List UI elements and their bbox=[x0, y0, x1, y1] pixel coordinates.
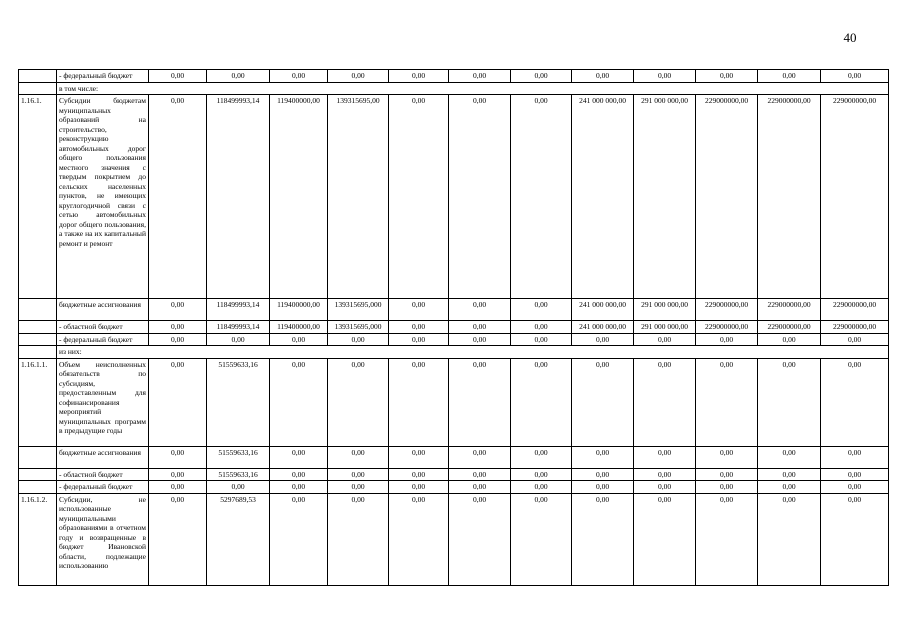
cell-value: 229000000,00 bbox=[758, 321, 821, 334]
cell-value: 229000000,00 bbox=[758, 95, 821, 299]
table-row-item bbox=[19, 95, 889, 299]
cell-value: 0,00 bbox=[572, 446, 634, 468]
table-row bbox=[19, 321, 889, 334]
row-code bbox=[19, 82, 57, 95]
cell-value: 0,00 bbox=[634, 481, 696, 494]
cell-value: 0,00 bbox=[511, 299, 572, 321]
cell-value: 0,00 bbox=[389, 468, 449, 481]
table-row bbox=[19, 468, 889, 481]
row-name: - областной бюджет bbox=[57, 321, 149, 334]
cell-value: 0,00 bbox=[270, 468, 328, 481]
cell-value: 0,00 bbox=[449, 481, 511, 494]
cell-value: 0,00 bbox=[389, 95, 449, 299]
cell-value: 0,00 bbox=[389, 446, 449, 468]
cell-value: 0,00 bbox=[207, 333, 270, 346]
cell-value: 0,00 bbox=[758, 70, 821, 83]
cell-value: 0,00 bbox=[821, 468, 889, 481]
cell-value: 0,00 bbox=[511, 321, 572, 334]
row-name: в том числе: bbox=[57, 82, 889, 95]
cell-value: 229000000,00 bbox=[696, 95, 758, 299]
cell-value: 0,00 bbox=[449, 358, 511, 446]
cell-value: 0,00 bbox=[270, 493, 328, 585]
row-code bbox=[19, 333, 57, 346]
cell-value: 0,00 bbox=[328, 493, 389, 585]
cell-value: 0,00 bbox=[149, 481, 207, 494]
cell-value: 0,00 bbox=[270, 481, 328, 494]
row-code: 1.16.1. bbox=[19, 95, 57, 299]
row-name: из них: bbox=[57, 346, 889, 359]
cell-value: 229000000,00 bbox=[821, 95, 889, 299]
cell-value: 0,00 bbox=[821, 358, 889, 446]
cell-value: 0,00 bbox=[389, 321, 449, 334]
cell-value: 0,00 bbox=[449, 95, 511, 299]
cell-value: 139315695,00 bbox=[328, 95, 389, 299]
row-name: - федеральный бюджет bbox=[57, 481, 149, 494]
table-row-item bbox=[19, 493, 889, 585]
row-code bbox=[19, 299, 57, 321]
cell-value: 0,00 bbox=[149, 468, 207, 481]
cell-value: 0,00 bbox=[270, 358, 328, 446]
cell-value: 139315695,000 bbox=[328, 299, 389, 321]
cell-value: 0,00 bbox=[821, 481, 889, 494]
cell-value: 0,00 bbox=[696, 481, 758, 494]
cell-value: 0,00 bbox=[696, 333, 758, 346]
row-code: 1.16.1.1. bbox=[19, 358, 57, 446]
cell-value: 0,00 bbox=[328, 446, 389, 468]
budget-table bbox=[18, 69, 889, 586]
cell-value: 0,00 bbox=[270, 446, 328, 468]
row-name: Объем неисполненных обязательств по субсидиям, предоставленным для софинансирования мероприятий муниципальных программ в предыдущие годы bbox=[57, 358, 149, 446]
cell-value: 0,00 bbox=[511, 446, 572, 468]
row-code bbox=[19, 346, 57, 359]
cell-value: 0,00 bbox=[634, 358, 696, 446]
cell-value: 118499993,14 bbox=[207, 95, 270, 299]
cell-value: 0,00 bbox=[696, 493, 758, 585]
cell-value: 0,00 bbox=[696, 70, 758, 83]
cell-value: 241 000 000,00 bbox=[572, 95, 634, 299]
cell-value: 0,00 bbox=[511, 468, 572, 481]
cell-value: 0,00 bbox=[149, 70, 207, 83]
cell-value: 229000000,00 bbox=[821, 321, 889, 334]
cell-value: 51559633,16 bbox=[207, 358, 270, 446]
cell-value: 0,00 bbox=[449, 70, 511, 83]
row-name: Субсидии, не использованные муниципальными образованиями в отчетном году и возвращенные в бюджет Ивановской области, подлежащие использованию bbox=[57, 493, 149, 585]
cell-value: 0,00 bbox=[821, 446, 889, 468]
cell-value: 0,00 bbox=[758, 493, 821, 585]
cell-value: 229000000,00 bbox=[696, 299, 758, 321]
cell-value: 0,00 bbox=[758, 333, 821, 346]
cell-value: 0,00 bbox=[149, 95, 207, 299]
cell-value: 229000000,00 bbox=[821, 299, 889, 321]
cell-value: 0,00 bbox=[389, 70, 449, 83]
page-number: 40 bbox=[843, 30, 857, 45]
cell-value: 119400000,00 bbox=[270, 95, 328, 299]
cell-value: 0,00 bbox=[328, 70, 389, 83]
cell-value: 51559633,16 bbox=[207, 468, 270, 481]
row-name: бюджетные ассигнования bbox=[57, 446, 149, 468]
cell-value: 118499993,14 bbox=[207, 321, 270, 334]
cell-value: 0,00 bbox=[758, 446, 821, 468]
cell-value: 0,00 bbox=[149, 493, 207, 585]
cell-value: 0,00 bbox=[328, 468, 389, 481]
cell-value: 51559633,16 bbox=[207, 446, 270, 468]
row-code bbox=[19, 70, 57, 83]
cell-value: 119400000,00 bbox=[270, 299, 328, 321]
row-name: - федеральный бюджет bbox=[57, 70, 149, 83]
cell-value: 0,00 bbox=[511, 95, 572, 299]
cell-value: 0,00 bbox=[207, 481, 270, 494]
cell-value: 0,00 bbox=[758, 468, 821, 481]
row-code bbox=[19, 468, 57, 481]
cell-value: 0,00 bbox=[270, 70, 328, 83]
cell-value: 0,00 bbox=[389, 358, 449, 446]
cell-value: 119400000,00 bbox=[270, 321, 328, 334]
cell-value: 0,00 bbox=[149, 358, 207, 446]
row-name: - областной бюджет bbox=[57, 468, 149, 481]
row-code bbox=[19, 321, 57, 334]
cell-value: 229000000,00 bbox=[696, 321, 758, 334]
cell-value: 0,00 bbox=[821, 493, 889, 585]
cell-value: 0,00 bbox=[389, 481, 449, 494]
cell-value: 5297689,53 bbox=[207, 493, 270, 585]
table-row bbox=[19, 333, 889, 346]
cell-value: 0,00 bbox=[449, 493, 511, 585]
cell-value: 0,00 bbox=[511, 493, 572, 585]
cell-value: 0,00 bbox=[634, 493, 696, 585]
table-row bbox=[19, 446, 889, 468]
cell-value: 0,00 bbox=[328, 481, 389, 494]
cell-value: 0,00 bbox=[634, 468, 696, 481]
cell-value: 0,00 bbox=[821, 70, 889, 83]
cell-value: 291 000 000,00 bbox=[634, 299, 696, 321]
cell-value: 0,00 bbox=[572, 70, 634, 83]
table-row-caption bbox=[19, 346, 889, 359]
cell-value: 0,00 bbox=[572, 468, 634, 481]
cell-value: 0,00 bbox=[149, 446, 207, 468]
cell-value: 0,00 bbox=[511, 70, 572, 83]
cell-value: 0,00 bbox=[449, 468, 511, 481]
table-row bbox=[19, 481, 889, 494]
cell-value: 0,00 bbox=[572, 333, 634, 346]
table-row-caption bbox=[19, 82, 889, 95]
cell-value: 0,00 bbox=[758, 481, 821, 494]
cell-value: 0,00 bbox=[449, 446, 511, 468]
cell-value: 0,00 bbox=[821, 333, 889, 346]
cell-value: 118499993,14 bbox=[207, 299, 270, 321]
cell-value: 0,00 bbox=[634, 446, 696, 468]
cell-value: 0,00 bbox=[328, 333, 389, 346]
cell-value: 241 000 000,00 bbox=[572, 321, 634, 334]
cell-value: 0,00 bbox=[389, 333, 449, 346]
cell-value: 139315695,000 bbox=[328, 321, 389, 334]
row-name: бюджетные ассигнования bbox=[57, 299, 149, 321]
cell-value: 0,00 bbox=[572, 481, 634, 494]
cell-value: 0,00 bbox=[634, 70, 696, 83]
cell-value: 0,00 bbox=[511, 358, 572, 446]
table-row bbox=[19, 70, 889, 83]
cell-value: 0,00 bbox=[696, 358, 758, 446]
cell-value: 229000000,00 bbox=[758, 299, 821, 321]
table-row-item bbox=[19, 358, 889, 446]
cell-value: 241 000 000,00 bbox=[572, 299, 634, 321]
cell-value: 0,00 bbox=[758, 358, 821, 446]
cell-value: 0,00 bbox=[696, 446, 758, 468]
row-code bbox=[19, 481, 57, 494]
cell-value: 0,00 bbox=[389, 299, 449, 321]
cell-value: 0,00 bbox=[449, 299, 511, 321]
row-code: 1.16.1.2. bbox=[19, 493, 57, 585]
cell-value: 0,00 bbox=[207, 70, 270, 83]
row-name: - федеральный бюджет bbox=[57, 333, 149, 346]
cell-value: 0,00 bbox=[328, 358, 389, 446]
cell-value: 291 000 000,00 bbox=[634, 95, 696, 299]
row-name: Субсидии бюджетам муниципальных образований на строительство, реконструкцию автомобильных дорог общего пользования местного значения с твердым покрытием до сельских населенных пунктов, не имеющих круглогодичной связи с сетью автомобильных дорог общего пользования, а также на их капитальный ремонт и ремонт bbox=[57, 95, 149, 299]
cell-value: 0,00 bbox=[270, 333, 328, 346]
cell-value: 0,00 bbox=[511, 333, 572, 346]
row-code bbox=[19, 446, 57, 468]
cell-value: 0,00 bbox=[634, 333, 696, 346]
cell-value: 0,00 bbox=[696, 468, 758, 481]
cell-value: 0,00 bbox=[572, 493, 634, 585]
cell-value: 0,00 bbox=[149, 299, 207, 321]
cell-value: 0,00 bbox=[149, 333, 207, 346]
cell-value: 291 000 000,00 bbox=[634, 321, 696, 334]
cell-value: 0,00 bbox=[572, 358, 634, 446]
table-row bbox=[19, 299, 889, 321]
cell-value: 0,00 bbox=[149, 321, 207, 334]
cell-value: 0,00 bbox=[449, 321, 511, 334]
cell-value: 0,00 bbox=[449, 333, 511, 346]
cell-value: 0,00 bbox=[511, 481, 572, 494]
cell-value: 0,00 bbox=[389, 493, 449, 585]
